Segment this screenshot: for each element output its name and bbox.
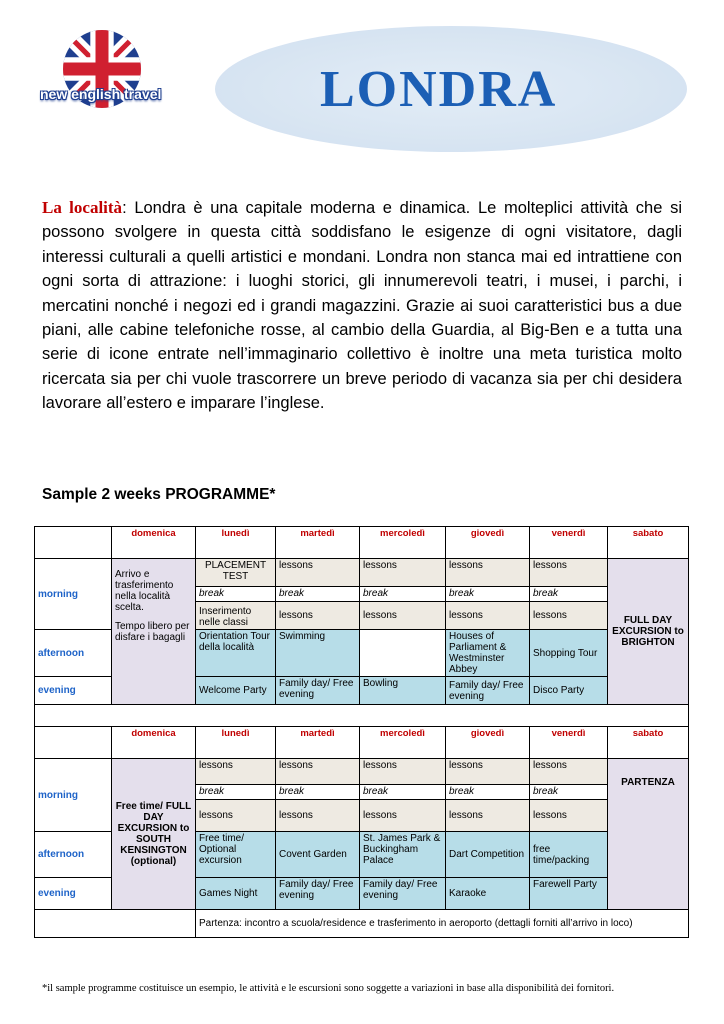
week1-lessons1-row [35,559,689,587]
cell-break: break [360,587,446,602]
departure-spacer [35,910,196,938]
cell-activity: St. James Park & Buckingham Palace [360,832,446,878]
day-header: sabato [608,727,689,759]
cell-activity: Dart Competition [446,832,530,878]
week-separator-row [35,705,689,727]
cell-lessons: lessons [276,602,360,630]
day-header: lunedì [196,527,276,559]
cell-lessons: lessons [360,800,446,832]
week2-header-row [35,727,689,759]
cell-activity: Games Night [196,878,276,910]
cell-activity: Karaoke [446,878,530,910]
row-label-evening: evening [35,677,112,705]
cell-activity: Welcome Party [196,677,276,705]
row-label-morning: morning [35,759,112,832]
cell-lessons: lessons [446,559,530,587]
day-header: mercoledì [360,527,446,559]
cell-break: break [196,785,276,800]
cell-activity: Family day/ Free evening [276,677,360,705]
cell-lessons: lessons [360,602,446,630]
header-corner [35,727,112,759]
departure-note: Partenza: incontro a scuola/residence e trasferimento in aeroporto (dettagli forniti all’arrivo in loco) [196,910,689,938]
cell-break: break [446,587,530,602]
cell-activity: Family day/ Free evening [446,677,530,705]
intro-paragraph [42,196,682,416]
cell-placement-test: PLACEMENT TEST [196,559,276,587]
page-title: LONDRA [320,61,558,118]
cell-activity: Disco Party [530,677,608,705]
cell-empty [360,630,446,677]
cell-break: break [360,785,446,800]
cell-lessons: lessons [276,559,360,587]
cell-break: break [276,587,360,602]
cell-break: break [196,587,276,602]
cell-lessons: lessons [360,759,446,785]
cell-activity: Houses of Parliament & Westminster Abbey [446,630,530,677]
cell-break: break [276,785,360,800]
cell-activity: Family day/ Free evening [360,878,446,910]
programme-table [34,526,689,938]
day-header: martedì [276,527,360,559]
day-header: domenica [112,727,196,759]
logo [34,28,174,120]
cell-activity: free time/packing [530,832,608,878]
day-header: martedì [276,727,360,759]
day-header: mercoledì [360,727,446,759]
cell-class-placement: Inserimento nelle classi [196,602,276,630]
cell-activity: Free time/ Optional excursion [196,832,276,878]
day-header: lunedì [196,727,276,759]
cell-lessons: lessons [276,759,360,785]
row-label-evening: evening [35,878,112,910]
cell-lessons: lessons [196,800,276,832]
week1-saturday-cell: FULL DAY EXCURSION to BRIGHTON [608,559,689,705]
intro-text: : Londra è una capitale moderna e dinamica. Le molteplici attività che si possono svolgere in questa città soddisfano le esigenze di ogni visitatore, dagli interessi culturali a quelli artistici e mondani. Londra non stanca mai ed intrattiene con ogni sorta di attrazione: i luoghi storici, gli innumerevoli teatri, i musei, i parchi, i mercatini nonché i negozi ed i grandi magazzini. Grazie ai suoi caratteristici bus a due piani, alle cabine telefoniche rosse, al cambio della Guardia, al Big-Ben e a tutta una serie di icone entrate nell’immaginario collettivo è inoltre una meta turistica molto ricercata sia per chi vuole trascorrere un breve periodo di vacanza sia per chi desidera lavorare all’estero e imparare l’inglese. [42,199,682,413]
cell-activity: Covent Garden [276,832,360,878]
week-separator [35,705,689,727]
cell-lessons: lessons [360,559,446,587]
header-corner [35,527,112,559]
cell-lessons: lessons [530,559,608,587]
departure-row [35,910,689,938]
week2-lessons1-row [35,759,689,785]
day-header: venerdì [530,527,608,559]
cell-activity: Swimming [276,630,360,677]
cell-lessons: lessons [446,800,530,832]
cell-lessons: lessons [530,800,608,832]
day-header: giovedì [446,527,530,559]
week1-sunday-arrival: Arrivo e trasferimento nella località scelta. [115,569,174,613]
cell-lessons: lessons [446,759,530,785]
cell-lessons: lessons [276,800,360,832]
row-label-afternoon: afternoon [35,630,112,677]
cell-lessons: lessons [446,602,530,630]
cell-lessons: lessons [196,759,276,785]
cell-activity: Farewell Party [530,878,608,910]
cell-activity: Orientation Tour della località [196,630,276,677]
logo-text: new english travel [40,86,162,102]
week1-sunday-free: Tempo libero per disfare i bagagli [115,621,190,643]
cell-activity: Bowling [360,677,446,705]
week2-saturday-cell: PARTENZA [608,759,689,910]
footnote: *il sample programme costituisce un esempio, le attività e le escursioni sono soggette a variazioni in base alla disponibilità dei fornitori. [42,983,615,994]
cell-break: break [446,785,530,800]
row-label-morning: morning [35,559,112,630]
cell-lessons: lessons [530,602,608,630]
intro-label: La località [42,198,123,217]
cell-break: break [530,587,608,602]
cell-lessons: lessons [530,759,608,785]
programme-title: Sample 2 weeks PROGRAMME* [42,486,276,503]
week2-sunday-cell: Free time/ FULL DAY EXCURSION to SOUTH KENSINGTON (optional) [112,759,196,910]
day-header: giovedì [446,727,530,759]
cell-break: break [530,785,608,800]
day-header: venerdì [530,727,608,759]
week1-sunday-cell [112,559,196,705]
row-label-afternoon: afternoon [35,832,112,878]
day-header: domenica [112,527,196,559]
week1-header-row [35,527,689,559]
cell-activity: Family day/ Free evening [276,878,360,910]
day-header: sabato [608,527,689,559]
cell-activity: Shopping Tour [530,630,608,677]
